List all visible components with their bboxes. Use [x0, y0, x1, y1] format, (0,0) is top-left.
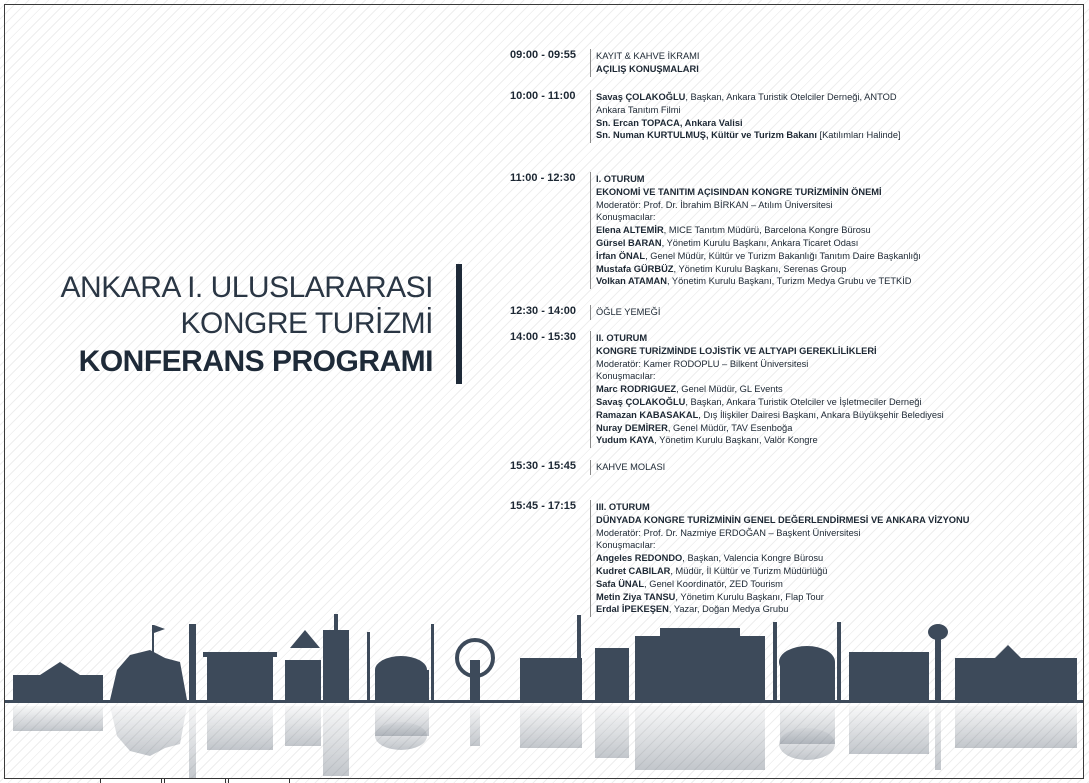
line-text: , Dış İlişkiler Dairesi Başkanı, Ankara Büyükşehir Belediyesi — [698, 409, 944, 420]
session-line — [596, 173, 921, 186]
session-time: 11:00 - 12:30 — [510, 172, 576, 184]
line-text: , Yazar, Doğan Medya Grubu — [668, 604, 789, 615]
session-line — [596, 306, 660, 319]
session-details — [596, 173, 921, 288]
title-accent-bar — [456, 264, 462, 384]
session-line — [596, 396, 944, 409]
speaker-name: EKONOMİ VE TANITIM AÇISINDAN KONGRE TURİZMİNİN ÖNEMİ — [596, 186, 882, 197]
session-details — [596, 461, 665, 474]
speaker-name: Nuray DEMİRER — [596, 422, 668, 433]
session-details — [596, 501, 969, 616]
session-time: 12:30 - 14:00 — [510, 305, 577, 317]
line-text: Moderatör: Prof. Dr. İbrahim BİRKAN – Atılım Üniversitesi — [596, 199, 833, 210]
speaker-name: AÇILIŞ KONUŞMALARI — [596, 63, 699, 74]
title-line-3: KONFERANS PROGRAMI — [78, 345, 433, 378]
line-text: , Yönetim Kurulu Başkanı, Turizm Medya Grubu ve TETKİD — [666, 276, 912, 287]
speaker-name: Volkan ATAMAN — [596, 276, 667, 287]
session-line — [596, 539, 969, 552]
session-line — [596, 117, 901, 130]
session-time: 15:45 - 17:15 — [510, 500, 577, 512]
session-line — [596, 186, 921, 199]
session-line — [596, 129, 901, 142]
line-text: KAYIT & KAHVE İKRAMI — [596, 51, 700, 61]
session-time: 14:00 - 15:30 — [510, 331, 577, 343]
speaker-name: II. OTURUM — [596, 333, 648, 343]
session-line — [596, 383, 944, 396]
session-divider — [590, 49, 591, 77]
session-line — [596, 527, 969, 540]
session-line — [596, 275, 921, 288]
line-text: , Genel Müdür, TAV Esenboğa — [667, 422, 793, 433]
session-line — [596, 514, 969, 527]
speaker-name: Savaş ÇOLAKOĞLU — [596, 92, 686, 102]
session-line — [596, 370, 944, 383]
line-text: Moderatör: Prof. Dr. Nazmiye ERDOĞAN – Başkent Üniversitesi — [596, 527, 861, 538]
session-details — [596, 50, 700, 76]
line-text: Moderatör: Kamer RODOPLU – Bilkent Üniversitesi — [596, 358, 809, 369]
line-text: Ankara Tanıtım Filmi — [596, 104, 681, 115]
speaker-name: Elena ALTEMİR — [596, 225, 664, 236]
title-line-1: ANKARA I. ULUSLARARASI — [60, 271, 433, 304]
session-divider — [590, 460, 591, 475]
session-line — [596, 237, 921, 250]
page-tab-2[interactable] — [164, 778, 226, 783]
session-line — [596, 211, 921, 224]
speaker-name: Kudret CABILAR — [596, 565, 671, 576]
session-line — [596, 345, 944, 358]
speaker-name: Gürsel BARAN — [596, 237, 662, 248]
session-line — [596, 250, 921, 263]
speaker-name: I. OTURUM — [596, 174, 645, 184]
line-text: , Müdür, İl Kültür ve Turizm Müdürlüğü — [670, 565, 828, 576]
line-text: , MICE Tanıtım Müdürü, Barcelona Kongre Bürosu — [663, 225, 871, 236]
page-tab-3[interactable] — [228, 778, 290, 783]
session-details — [596, 332, 944, 447]
session-time: 10:00 - 11:00 — [510, 90, 576, 102]
session-line — [596, 434, 944, 447]
session-line — [596, 461, 665, 474]
session-line — [596, 358, 944, 371]
session-line — [596, 422, 944, 435]
speaker-name: KONGRE TURİZMİNDE LOJİSTİK VE ALTYAPI GEREKLİLİKLERİ — [596, 345, 877, 356]
line-text: Konuşmacılar: — [596, 540, 656, 551]
speaker-name: Sn. Numan KURTULMUŞ, Kültür ve Turizm Bakanı — [596, 130, 817, 141]
speaker-name: DÜNYADA KONGRE TURİZMİNİN GENEL DEĞERLENDİRMESİ VE ANKARA VİZYONU — [596, 514, 970, 525]
session-line — [596, 565, 969, 578]
line-text: , Başkan, Valencia Kongre Bürosu — [682, 553, 824, 564]
session-time: 15:30 - 15:45 — [510, 460, 577, 472]
line-text: , Genel Müdür, GL Events — [676, 384, 783, 395]
line-text: , Genel Müdür, Kültür ve Turizm Bakanlığı Tanıtım Daire Başkanlığı — [645, 250, 921, 261]
program-title — [61, 270, 433, 382]
session-divider — [590, 172, 591, 289]
speaker-name: Angeles REDONDO — [596, 553, 683, 564]
speaker-name: Safa ÜNAL — [596, 578, 645, 589]
session-line — [596, 501, 969, 514]
line-text: , Yönetim Kurulu Başkanı, Flap Tour — [675, 591, 824, 602]
speaker-name: Savaş ÇOLAKOĞLU — [596, 396, 686, 407]
page-tab-1[interactable] — [100, 778, 162, 783]
session-line — [596, 91, 901, 104]
session-divider — [590, 331, 591, 448]
line-text: , Genel Koordinatör, ZED Tourism — [644, 578, 783, 589]
speaker-name: Sn. Ercan TOPACA, Ankara Valisi — [596, 117, 743, 128]
line-text: Konuşmacılar: — [596, 212, 656, 223]
speaker-name: İrfan ÖNAL — [596, 250, 646, 261]
speaker-name: Marc RODRIGUEZ — [596, 384, 677, 395]
speaker-name: Ramazan KABASAKAL — [596, 409, 699, 420]
speaker-name: III. OTURUM — [596, 502, 650, 512]
session-line — [596, 332, 944, 345]
session-line — [596, 224, 921, 237]
session-line — [596, 104, 901, 117]
session-line — [596, 63, 700, 76]
line-text: KAHVE MOLASI — [596, 462, 666, 472]
line-text: , Yönetim Kurulu Başkanı, Serenas Group — [673, 263, 847, 274]
session-line — [596, 552, 969, 565]
line-text: , Başkan, Ankara Turistik Otelciler Derneği, ANTOD — [685, 92, 897, 102]
line-text: , Yönetim Kurulu Başkanı, Ankara Ticaret Odası — [661, 237, 859, 248]
session-line — [596, 409, 944, 422]
line-text: Konuşmacılar: — [596, 371, 656, 382]
speaker-name: Metin Ziya TANSU — [596, 591, 676, 602]
session-details — [596, 306, 660, 319]
session-details — [596, 91, 901, 142]
line-text: , Başkan, Ankara Turistik Otelciler ve İşletmeciler Derneği — [685, 396, 922, 407]
session-divider — [590, 305, 591, 320]
session-line — [596, 199, 921, 212]
speaker-name: Erdal İPEKEŞEN — [596, 604, 669, 615]
line-text: , Yönetim Kurulu Başkanı, Valör Kongre — [654, 435, 818, 446]
ankara-skyline-illustration — [5, 600, 1083, 780]
session-divider — [590, 90, 591, 143]
session-line — [596, 578, 969, 591]
session-time: 09:00 - 09:55 — [510, 49, 577, 61]
title-line-2: KONGRE TURİZMİ — [180, 307, 433, 340]
session-line — [596, 263, 921, 276]
line-text: ÖĞLE YEMEĞİ — [596, 307, 661, 317]
line-text: [Katılımları Halinde] — [816, 130, 901, 141]
session-line — [596, 50, 700, 63]
speaker-name: Mustafa GÜRBÜZ — [596, 263, 674, 274]
speaker-name: Yudum KAYA — [596, 435, 655, 446]
